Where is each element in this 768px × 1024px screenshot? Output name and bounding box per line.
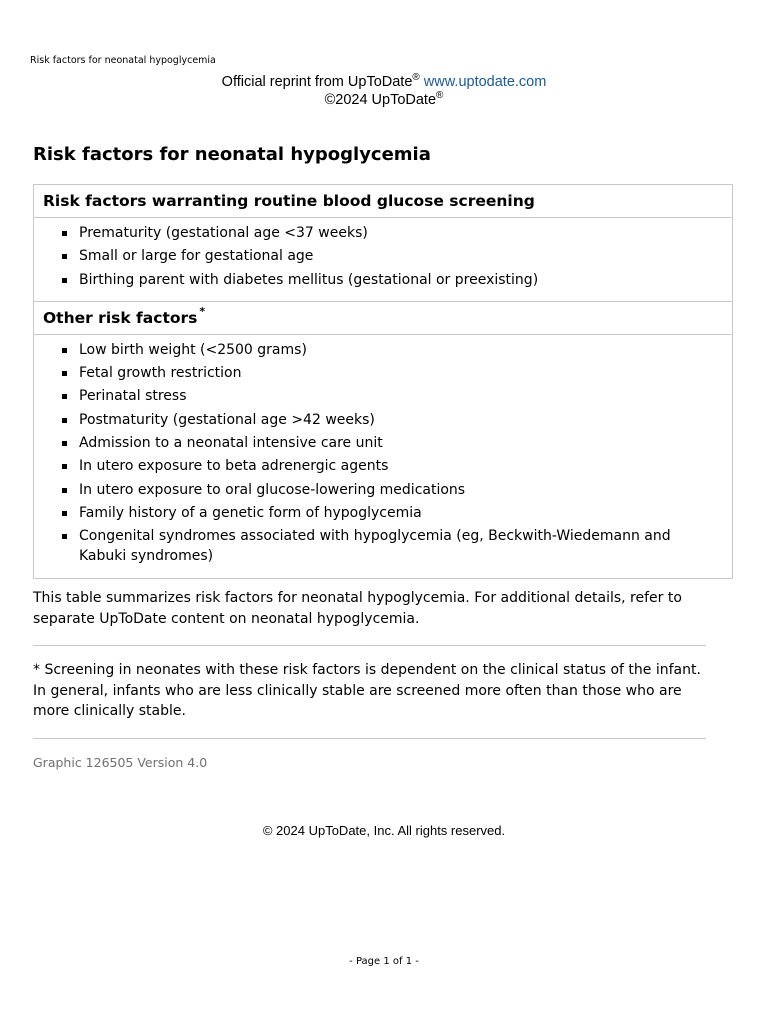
section-body-other (34, 335, 732, 578)
list-item: Low birth weight (<2500 grams) (79, 340, 712, 360)
section-heading-text: Other risk factors (43, 308, 198, 327)
reprint-copyright-line (0, 91, 768, 109)
uptodate-link[interactable]: www.uptodate.com (423, 74, 547, 90)
reprint-notice (0, 73, 768, 109)
section-body-screening (34, 218, 732, 302)
footnote: * Screening in neonates with these risk factors is dependent on the clinical status of the infant. In general, infants who are less clinically stable are screened more often than those who are more clinically stable. (33, 662, 701, 719)
registered-mark: ® (412, 72, 420, 83)
reprint-prefix: Official reprint from UpToDate (221, 74, 413, 90)
divider (33, 645, 706, 646)
list-item: In utero exposure to beta adrenergic agents (79, 456, 712, 476)
other-risk-list (79, 340, 712, 566)
registered-mark: ® (436, 90, 444, 101)
divider (33, 738, 706, 739)
footnote-marker: * (199, 304, 206, 318)
footer-copyright: © 2024 UpToDate, Inc. All rights reserved. (262, 823, 506, 838)
page-number: - Page 1 of 1 - (349, 956, 419, 967)
list-item: Birthing parent with diabetes mellitus (gestational or preexisting) (79, 270, 712, 290)
reprint-line (0, 73, 768, 91)
graphic-version: Graphic 126505 Version 4.0 (33, 755, 208, 770)
list-item: Small or large for gestational age (79, 246, 712, 266)
section-heading-screening (34, 185, 732, 218)
table-summary: This table summarizes risk factors for neonatal hypoglycemia. For additional details, refer to separate UpToDate content on neonatal hypoglycemia. (33, 590, 682, 627)
list-item: Congenital syndromes associated with hypoglycemia (eg, Beckwith-Wiedemann and Kabuki syndromes) (79, 526, 712, 566)
reprint-copyright: ©2024 UpToDate (324, 92, 437, 108)
list-item: Perinatal stress (79, 386, 712, 406)
list-item: Postmaturity (gestational age >42 weeks) (79, 410, 712, 430)
section-heading-other (34, 302, 732, 335)
list-item: Admission to a neonatal intensive care unit (79, 433, 712, 453)
list-item: Fetal growth restriction (79, 363, 712, 383)
screening-risk-list (79, 223, 712, 290)
page-title: Risk factors for neonatal hypoglycemia (33, 144, 431, 165)
list-item: Family history of a genetic form of hypoglycemia (79, 503, 712, 523)
risk-factors-table (33, 184, 733, 579)
section-heading-text: Risk factors warranting routine blood glucose screening (43, 192, 535, 210)
running-header-title: Risk factors for neonatal hypoglycemia (30, 55, 216, 66)
list-item: In utero exposure to oral glucose-lowering medications (79, 480, 712, 500)
list-item: Prematurity (gestational age <37 weeks) (79, 223, 712, 243)
